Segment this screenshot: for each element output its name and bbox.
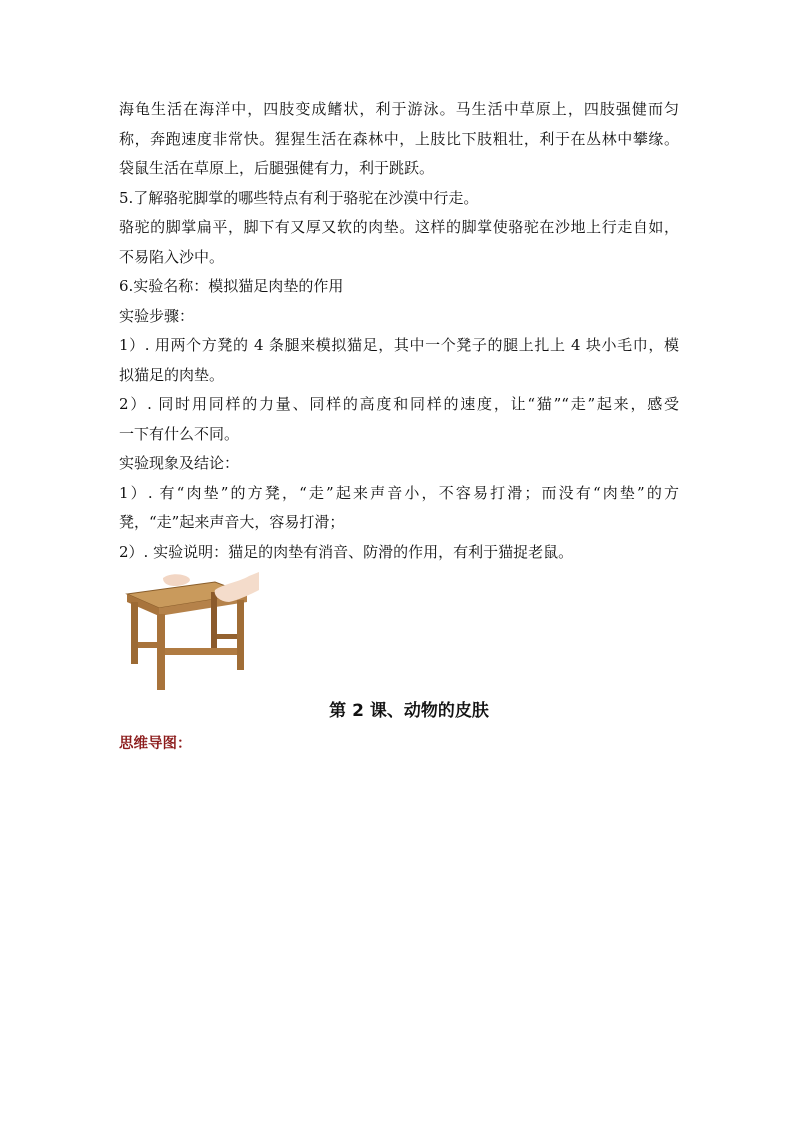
answer-line: 不易陷入沙中。 (119, 247, 225, 266)
experiment-title: 6.实验名称：模拟猫足肉垫的作用 (119, 277, 344, 295)
step-line: 2）. 同时用同样的力量、同样的高度和同样的速度，让“猫”“走”起来，感受 (119, 395, 679, 413)
steps-heading: 实验步骤： (119, 306, 195, 325)
answer-line: 骆驼的脚掌扁平，脚下有又厚又软的肉垫。这样的脚掌使骆驼在沙地上行走自如， (119, 218, 679, 236)
step-line: 拟猫足的肉垫。 (119, 365, 225, 384)
mindmap-label: 思维导图： (119, 736, 192, 752)
result-line: 2）. 实验说明：猫足的肉垫有消音、防滑的作用，有利于猫捉老鼠。 (119, 542, 574, 561)
paragraph-line: 袋鼠生活在草原上，后腿强健有力，利于跳跃。 (119, 159, 435, 177)
step-line: 1）. 用两个方凳的 4 条腿来模拟猫足，其中一个凳子的腿上扎上 4 块小毛巾，模 (119, 336, 679, 354)
paragraph-line: 海龟生活在海洋中，四肢变成鳍状，利于游泳。马生活中草原上，四肢强健而匀 (119, 100, 679, 118)
stool-photo (119, 572, 259, 692)
paragraph-line: 称，奔跑速度非常快。猩猩生活在森林中，上肢比下肢粗壮，利于在丛林中攀缘。 (119, 129, 679, 148)
result-heading: 实验现象及结论： (119, 454, 240, 472)
result-line: 凳，“走”起来声音大，容易打滑； (119, 513, 345, 531)
step-line: 一下有什么不同。 (119, 424, 240, 443)
lesson-title: 第 2 课、动物的皮肤 (329, 701, 489, 721)
stool-image (119, 572, 259, 692)
result-line: 1）. 有“肉垫”的方凳，“走”起来声音小，不容易打滑；而没有“肉垫”的方 (119, 483, 679, 502)
question-5: 5.了解骆驼脚掌的哪些特点有利于骆驼在沙漠中行走。 (119, 188, 479, 207)
page-content (119, 95, 679, 758)
